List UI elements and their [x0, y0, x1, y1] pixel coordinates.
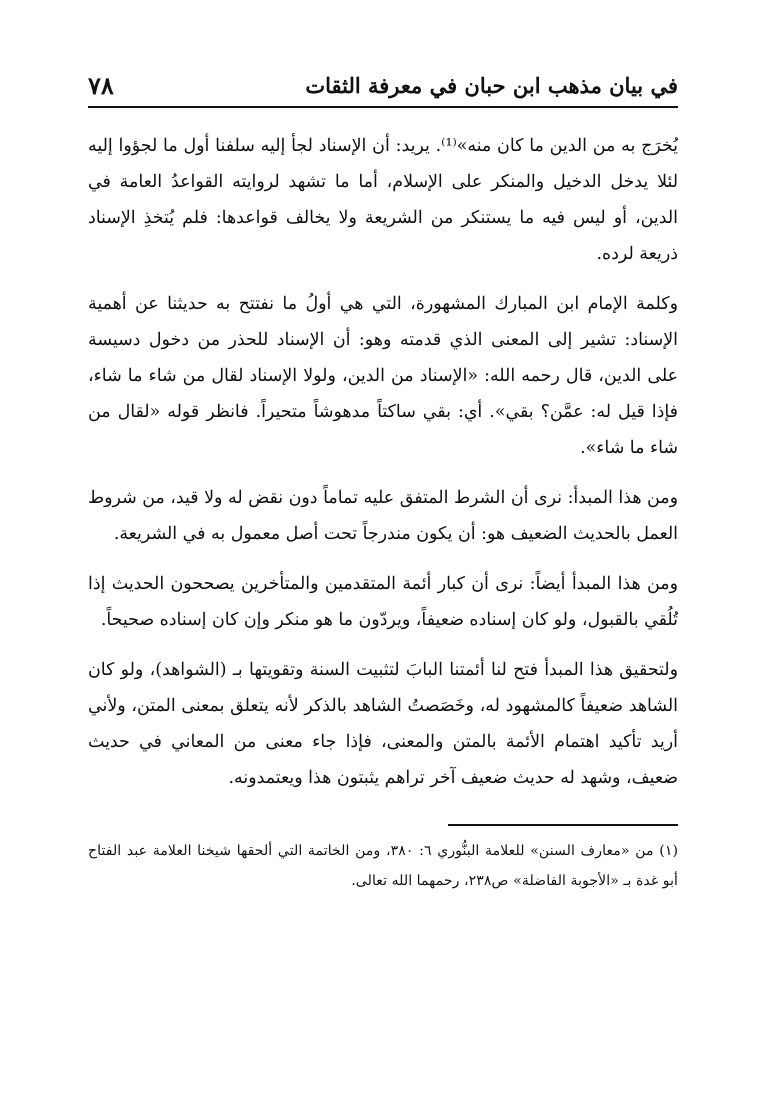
paragraph: يُخرَج به من الدين ما كان منه»⁽¹⁾. يريد: أن الإسناد لجأ إليه سلفنا أول ما لجؤوا إليه لئلا يدخل الدخيل والمنكر على الإسلام، أما ما تشهد لروايته القواعدُ العامة في الدين، أو ليس فيه ما يستنكر من الشريعة ولا يخالف قواعدها: فلم يُتخذِ الإسناد ذريعة لرده.	[88, 136, 678, 264]
paragraph: ومن هذا المبدأ: نرى أن الشرط المتفق عليه تماماً دون نقض له ولا قيد، من شروط العمل بالحديث الضعيف هو: أن يكون مندرجاً تحت أصل معمول به في الشريعة.	[88, 488, 678, 544]
book-page	[88, 62, 678, 896]
footnote: (١) من «معارف السنن» للعلامة البنُّوري ٦: ٣٨٠، ومن الخاتمة التي ألحقها شيخنا العلامة عبد الفتاح أبو غدة بـ «الأجوبة الفاضلة» ص٢٣٨، رحمهما الله تعالى.	[88, 843, 678, 889]
paragraph: ولتحقيق هذا المبدأ فتح لنا أئمتنا البابَ لتثبيت السنة وتقويتها بـ (الشواهد)، ولو كان الشاهد ضعيفاً كالمشهود له، وخَصَصتُ الشاهد بالذكر لأنه يتعلق بمعنى المتن، ولأني أريد تأكيد اهتمام الأئمة بالمتن والمعنى، فإذا جاء معنى من المعاني في حديث ضعيف، وشهد له حديث ضعيف آخر تراهم يثبتون هذا ويعتمدونه.	[88, 660, 678, 788]
page-header	[88, 62, 678, 108]
paragraph: وكلمة الإمام ابن المبارك المشهورة، التي هي أولُ ما نفتتح به حديثنا عن أهمية الإسناد: تشير إلى المعنى الذي قدمته وهو: أن الإسناد للحذر من دخول دسيسة على الدين، قال رحمه الله: «الإسناد من الدين، ولولا الإسناد لقال من شاء ما شاء، فإذا قيل له: عمَّن؟ بقي». أي: بقي ساكتاً مدهوشاً متحيراً. فانظر قوله «لقال من شاء ما شاء».	[88, 294, 678, 458]
paragraph: ومن هذا المبدأ أيضاً: نرى أن كبار أئمة المتقدمين والمتأخرين يصححون الحديث إذا تُلُقي بالقبول، ولو كان إسناده ضعيفاً، ويردّون ما هو منكر وإن كان إسناده صحيحاً.	[88, 574, 678, 630]
footnote-separator	[448, 824, 678, 826]
page-number: ٧٨	[88, 71, 114, 100]
main-text	[88, 128, 678, 796]
running-head: في بيان مذهب ابن حبان في معرفة الثقات	[305, 73, 678, 98]
